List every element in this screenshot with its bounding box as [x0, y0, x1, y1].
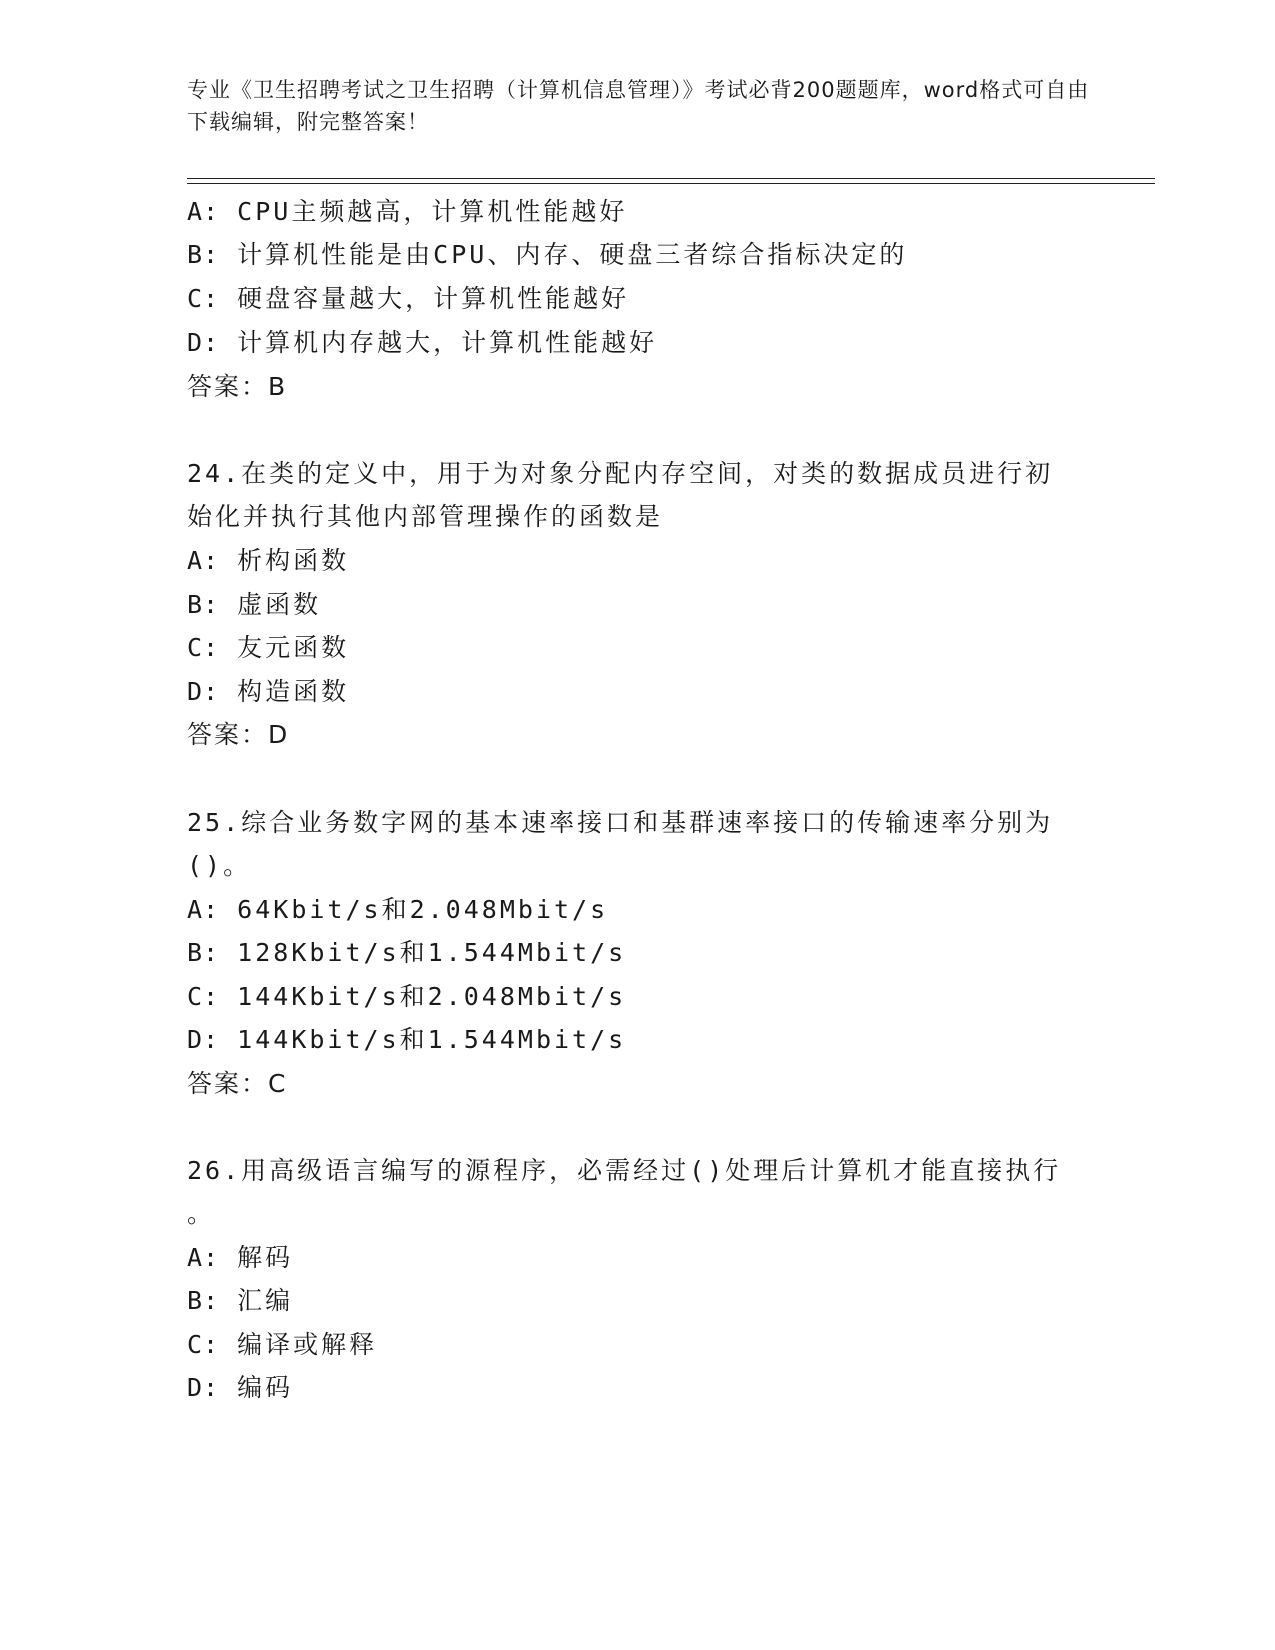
q24-stem-line1: 24.在类的定义中，用于为对象分配内存空间，对类的数据成员进行初	[187, 459, 1054, 488]
q23-option-b: B: 计算机性能是由CPU、内存、硬盘三者综合指标决定的	[187, 240, 908, 269]
q24-option-c: C: 友元函数	[187, 633, 350, 662]
q26-stem-line2: 。	[187, 1199, 216, 1228]
q24-answer: 答案：D	[187, 720, 290, 749]
q24-option-a: A: 析构函数	[187, 546, 350, 575]
q26-option-c: C: 编译或解释	[187, 1330, 378, 1359]
q23-option-c: C: 硬盘容量越大，计算机性能越好	[187, 284, 630, 313]
q25-stem-line1: 25.综合业务数字网的基本速率接口和基群速率接口的传输速率分别为	[187, 808, 1054, 837]
q25-option-b: B: 128Kbit/s和1.544Mbit/s	[187, 938, 627, 967]
header-rule-bottom	[187, 183, 1155, 184]
q25-answer: 答案：C	[187, 1069, 288, 1098]
q25-stem-line2: ()。	[187, 851, 252, 880]
document-header: 专业《卫生招聘考试之卫生招聘（计算机信息管理）》考试必背200题题库，word格式可自由下载编辑，附完整答案！	[187, 78, 1090, 134]
q25-option-a: A: 64Kbit/s和2.048Mbit/s	[187, 895, 609, 924]
q24-option-b: B: 虚函数	[187, 590, 322, 619]
q26-option-d: D: 编码	[187, 1373, 294, 1402]
q24-stem-line2: 始化并执行其他内部管理操作的函数是	[187, 502, 664, 531]
q26-option-a: A: 解码	[187, 1243, 294, 1272]
q23-answer: 答案：B	[187, 372, 288, 401]
q25-option-c: C: 144Kbit/s和2.048Mbit/s	[187, 982, 627, 1011]
q26-stem-line1: 26.用高级语言编写的源程序，必需经过()处理后计算机才能直接执行	[187, 1156, 1062, 1185]
q23-option-d: D: 计算机内存越大，计算机性能越好	[187, 328, 658, 357]
q25-option-d: D: 144Kbit/s和1.544Mbit/s	[187, 1025, 627, 1054]
q24-option-d: D: 构造函数	[187, 677, 350, 706]
q26-option-b: B: 汇编	[187, 1286, 294, 1315]
q23-option-a: A: CPU主频越高，计算机性能越好	[187, 197, 628, 226]
header-rule-top	[187, 178, 1155, 179]
